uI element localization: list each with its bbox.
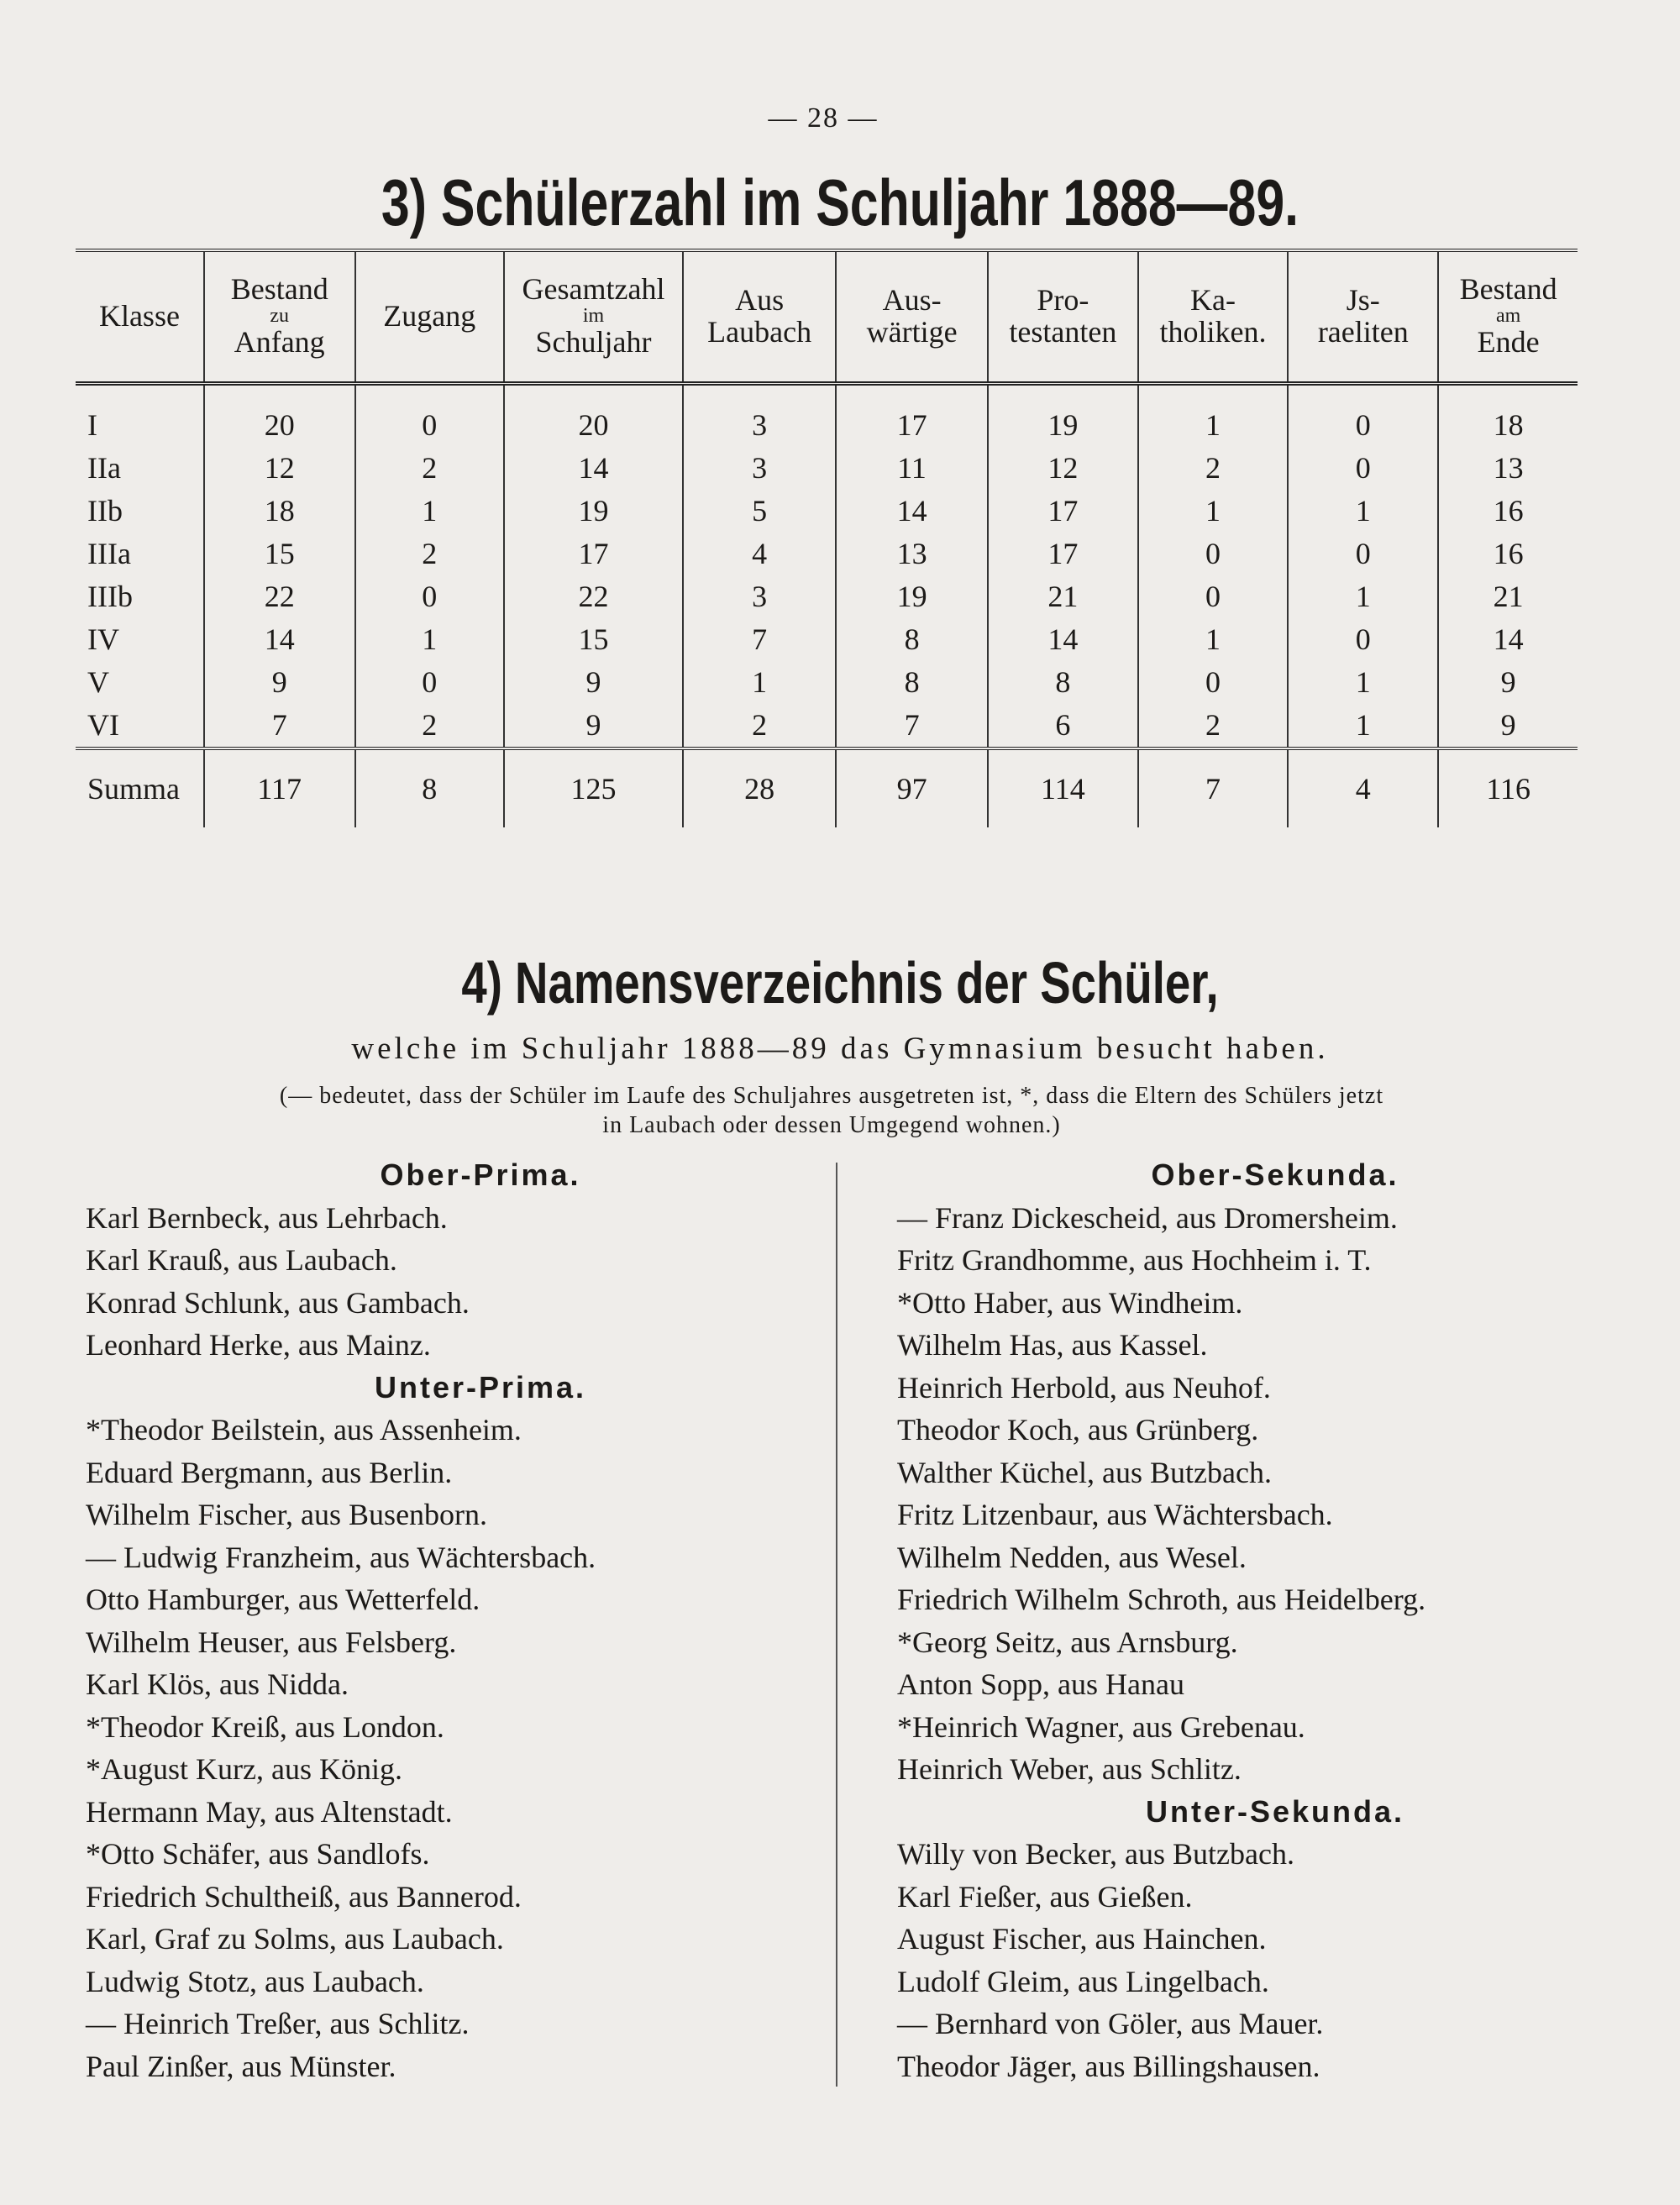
class-name-cell: VI	[76, 704, 204, 748]
student-entry: Hermann May, aus Altenstadt.	[86, 1794, 453, 1829]
table-cell: 6	[988, 704, 1138, 748]
table-cell: 22	[204, 575, 355, 618]
student-entry: Anton Sopp, aus Hanau	[897, 1667, 1184, 1701]
col-israeliten-l2: raeliten	[1317, 314, 1409, 349]
col-israeliten	[1288, 250, 1438, 383]
table-cell: 1	[1288, 490, 1438, 533]
student-entry: Paul Zinßer, aus Münster.	[86, 2049, 396, 2083]
student-entry: *Otto Schäfer, aus Sandlofs.	[86, 1837, 430, 1871]
unter-prima-heading: Unter-Prima.	[374, 1369, 587, 1404]
table-cell: 13	[836, 533, 988, 575]
student-entry: — Bernhard von Göler, aus Mauer.	[897, 2007, 1324, 2040]
col-gesamtzahl-l1: Gesamtzahl	[522, 272, 665, 307]
table-row	[76, 618, 1578, 661]
section-4-title: 4) Namensverzeichnis der Schüler,	[461, 950, 1219, 1016]
student-entry: Walther Küchel, aus Butzbach.	[897, 1455, 1272, 1489]
table-cell: 2	[355, 704, 504, 748]
legend-note	[101, 1081, 1562, 1140]
col-laubach	[683, 250, 836, 383]
ober-sekunda-list	[897, 1197, 1653, 1791]
table-cell: 12	[204, 447, 355, 490]
col-protestanten	[988, 250, 1138, 383]
table-cell: 0	[1288, 533, 1438, 575]
col-auswaertige-l2: wärtige	[866, 314, 958, 349]
student-entry: Heinrich Herbold, aus Neuhof.	[897, 1370, 1271, 1404]
unter-sekunda-heading: Unter-Sekunda.	[1145, 1793, 1405, 1829]
col-katholiken-l2: tholiken.	[1159, 314, 1267, 349]
table-cell: 0	[355, 575, 504, 618]
table-cell: 8	[836, 661, 988, 704]
table-cell: 3	[683, 447, 836, 490]
section-4-subtitle: welche im Schuljahr 1888—89 das Gymnasium besucht haben.	[351, 1032, 1329, 1066]
summa-cell: 117	[204, 748, 355, 827]
col-bestand-anfang-l1: Bestand	[230, 272, 328, 307]
table-cell: 21	[1438, 575, 1578, 618]
page-number: — 28 —	[768, 102, 879, 134]
table-cell: 20	[504, 383, 683, 447]
table-cell: 19	[836, 575, 988, 618]
col-gesamtzahl-l2: im	[582, 305, 605, 328]
table-cell: 1	[683, 661, 836, 704]
student-entry: Fritz Grandhomme, aus Hochheim i. T.	[897, 1243, 1372, 1277]
table-cell: 2	[355, 533, 504, 575]
table-cell: 17	[836, 383, 988, 447]
col-katholiken	[1138, 250, 1289, 383]
table-cell: 9	[504, 661, 683, 704]
col-bestand-anfang-l2: zu	[270, 305, 290, 328]
table-cell: 7	[836, 704, 988, 748]
table-cell: 7	[204, 704, 355, 748]
student-entry: Ludwig Stotz, aus Laubach.	[86, 1964, 424, 1998]
section-3-title: 3) Schülerzahl im Schuljahr 1888—89.	[381, 165, 1299, 239]
col-bestand-ende-l2: am	[1496, 305, 1521, 328]
table-cell: 1	[1138, 383, 1289, 447]
col-klasse: Klasse	[76, 250, 204, 383]
table-cell: 1	[1138, 490, 1289, 533]
table-cell: 8	[988, 661, 1138, 704]
table-cell: 20	[204, 383, 355, 447]
summa-cell: 97	[836, 748, 988, 827]
student-entry: Eduard Bergmann, aus Berlin.	[86, 1455, 453, 1489]
unter-sekunda-list	[897, 1833, 1653, 2087]
col-katholiken-l1: Ka-	[1189, 282, 1236, 317]
student-entry: Otto Hamburger, aus Wetterfeld.	[86, 1583, 480, 1616]
table-cell: 0	[1138, 575, 1289, 618]
legend-note-line-2: in Laubach oder dessen Umgegend wohnen.)	[602, 1112, 1061, 1138]
student-entry: Friedrich Wilhelm Schroth, aus Heidelberg.	[897, 1583, 1426, 1616]
table-cell: 9	[204, 661, 355, 704]
student-entry: *Theodor Kreiß, aus London.	[86, 1709, 444, 1744]
table-cell: 1	[1288, 704, 1438, 748]
table-cell: 0	[1288, 447, 1438, 490]
summa-cell: 28	[683, 748, 836, 827]
table-cell: 0	[355, 661, 504, 704]
table-row	[76, 533, 1578, 575]
table-cell: 3	[683, 575, 836, 618]
student-entry: Ludolf Gleim, aus Lingelbach.	[897, 1964, 1269, 1998]
table-cell: 1	[355, 618, 504, 661]
table-cell: 16	[1438, 533, 1578, 575]
table-cell: 11	[836, 447, 988, 490]
table-cell: 15	[504, 618, 683, 661]
table-cell: 1	[1288, 575, 1438, 618]
table-cell: 14	[204, 618, 355, 661]
table-cell: 0	[1288, 618, 1438, 661]
table-cell: 0	[1138, 661, 1289, 704]
student-entry: — Franz Dickescheid, aus Dromersheim.	[897, 1200, 1398, 1235]
table-cell: 2	[1138, 447, 1289, 490]
summa-cell: 125	[504, 748, 683, 827]
summa-label: Summa	[76, 748, 204, 827]
table-cell: 19	[504, 490, 683, 533]
summa-cell: 4	[1288, 748, 1438, 827]
student-entry: Willy von Becker, aus Butzbach.	[897, 1837, 1294, 1871]
table-cell: 18	[1438, 383, 1578, 447]
class-name-cell: IIb	[76, 490, 204, 533]
table-row	[76, 490, 1578, 533]
table-cell: 9	[504, 704, 683, 748]
col-bestand-anfang-l3: Anfang	[234, 325, 325, 360]
class-name-cell: IIa	[76, 447, 204, 490]
student-entry: *Georg Seitz, aus Arnsburg.	[897, 1625, 1238, 1659]
class-name-cell: I	[76, 383, 204, 447]
table-cell: 8	[836, 618, 988, 661]
student-entry: Leonhard Herke, aus Mainz.	[86, 1328, 431, 1362]
table-cell: 17	[988, 490, 1138, 533]
legend-note-line-1: (— bedeutet, dass der Schüler im Laufe des Schuljahres ausgetreten ist, *, dass die Eltern des Schülers jetzt	[279, 1083, 1384, 1109]
student-entry: Fritz Litzenbaur, aus Wächtersbach.	[897, 1498, 1333, 1531]
table-cell: 14	[504, 447, 683, 490]
col-israeliten-l1: Js-	[1346, 282, 1380, 317]
right-column	[897, 1154, 1653, 2087]
table-cell: 9	[1438, 704, 1578, 748]
student-entry: Karl, Graf zu Solms, aus Laubach.	[86, 1922, 504, 1956]
student-entry: — Heinrich Treßer, aus Schlitz.	[86, 2007, 470, 2040]
table-cell: 14	[1438, 618, 1578, 661]
col-bestand-ende-l1: Bestand	[1459, 272, 1557, 307]
col-bestand-ende-l3: Ende	[1477, 325, 1540, 360]
table-row	[76, 704, 1578, 748]
ober-sekunda-heading: Ober-Sekunda.	[1151, 1158, 1399, 1192]
table-cell: 1	[355, 490, 504, 533]
col-laubach-l2: Laubach	[707, 314, 812, 349]
table-cell: 12	[988, 447, 1138, 490]
table-cell: 17	[988, 533, 1138, 575]
unter-prima-list	[86, 1409, 825, 2087]
table-cell: 7	[683, 618, 836, 661]
student-entry: *Theodor Beilstein, aus Assenheim.	[86, 1413, 522, 1446]
table-cell: 3	[683, 383, 836, 447]
table-row	[76, 383, 1578, 447]
table-cell: 0	[1288, 383, 1438, 447]
table-body	[76, 383, 1578, 748]
col-laubach-l1: Aus	[735, 282, 785, 317]
ober-prima-heading: Ober-Prima.	[380, 1158, 581, 1192]
table-cell: 9	[1438, 661, 1578, 704]
student-entry: Karl Krauß, aus Laubach.	[86, 1243, 397, 1277]
class-name-cell: IV	[76, 618, 204, 661]
student-entry: Theodor Jäger, aus Billingshausen.	[897, 2049, 1320, 2083]
student-entry: *Heinrich Wagner, aus Grebenau.	[897, 1709, 1305, 1744]
class-name-cell: IIIa	[76, 533, 204, 575]
student-entry: Heinrich Weber, aus Schlitz.	[897, 1752, 1242, 1786]
col-auswaertige-l1: Aus-	[882, 282, 942, 317]
table-cell: 15	[204, 533, 355, 575]
table-cell: 19	[988, 383, 1138, 447]
summa-cell: 114	[988, 748, 1138, 827]
table-cell: 0	[1138, 533, 1289, 575]
table-row	[76, 447, 1578, 490]
summa-cell: 8	[355, 748, 504, 827]
table-cell: 2	[355, 447, 504, 490]
table-cell: 1	[1288, 661, 1438, 704]
table-cell: 21	[988, 575, 1138, 618]
summa-row	[76, 748, 1578, 827]
student-entry: Wilhelm Nedden, aus Wesel.	[897, 1540, 1247, 1574]
table-cell: 0	[355, 383, 504, 447]
table-cell: 13	[1438, 447, 1578, 490]
student-entry: Karl Bernbeck, aus Lehrbach.	[86, 1200, 448, 1235]
table-cell: 2	[683, 704, 836, 748]
student-entry: Konrad Schlunk, aus Gambach.	[86, 1285, 470, 1320]
table-cell: 2	[1138, 704, 1289, 748]
col-protestanten-l2: testanten	[1009, 314, 1117, 349]
table-cell: 1	[1138, 618, 1289, 661]
col-protestanten-l1: Pro-	[1037, 282, 1089, 317]
summa-cell: 7	[1138, 748, 1289, 827]
student-entry: Karl Klös, aus Nidda.	[86, 1667, 349, 1701]
left-column	[86, 1154, 825, 2087]
class-name-cell: V	[76, 661, 204, 704]
table-row	[76, 661, 1578, 704]
student-entry: Wilhelm Has, aus Kassel.	[897, 1328, 1208, 1362]
ober-prima-list	[86, 1197, 825, 1367]
col-bestand-anfang	[204, 250, 355, 383]
student-name-list	[0, 1154, 1680, 2095]
col-gesamtzahl-l3: Schuljahr	[535, 325, 652, 360]
student-entry: Theodor Koch, aus Grünberg.	[897, 1413, 1259, 1446]
col-gesamtzahl	[504, 250, 683, 383]
student-entry: *August Kurz, aus König.	[86, 1752, 402, 1786]
student-entry: Wilhelm Heuser, aus Felsberg.	[86, 1625, 457, 1659]
table-cell: 14	[836, 490, 988, 533]
student-entry: Karl Fießer, aus Gießen.	[897, 1879, 1193, 1914]
student-entry: Friedrich Schultheiß, aus Bannerod.	[86, 1879, 522, 1914]
student-entry: — Ludwig Franzheim, aus Wächtersbach.	[86, 1540, 596, 1574]
student-entry: *Otto Haber, aus Windheim.	[897, 1285, 1243, 1320]
student-count-table	[76, 249, 1578, 827]
table-cell: 22	[504, 575, 683, 618]
summa-cell: 116	[1438, 748, 1578, 827]
table-cell: 5	[683, 490, 836, 533]
student-entry: Wilhelm Fischer, aus Busenborn.	[86, 1498, 488, 1531]
table-cell: 18	[204, 490, 355, 533]
table-cell: 4	[683, 533, 836, 575]
student-entry: August Fischer, aus Hainchen.	[897, 1922, 1267, 1956]
col-auswaertige	[836, 250, 988, 383]
col-zugang: Zugang	[355, 250, 504, 383]
class-name-cell: IIIb	[76, 575, 204, 618]
table-cell: 16	[1438, 490, 1578, 533]
col-bestand-ende	[1438, 250, 1578, 383]
table-header-row	[76, 250, 1578, 383]
table-cell: 14	[988, 618, 1138, 661]
table-row	[76, 575, 1578, 618]
column-divider	[836, 1163, 837, 2087]
table-cell: 17	[504, 533, 683, 575]
